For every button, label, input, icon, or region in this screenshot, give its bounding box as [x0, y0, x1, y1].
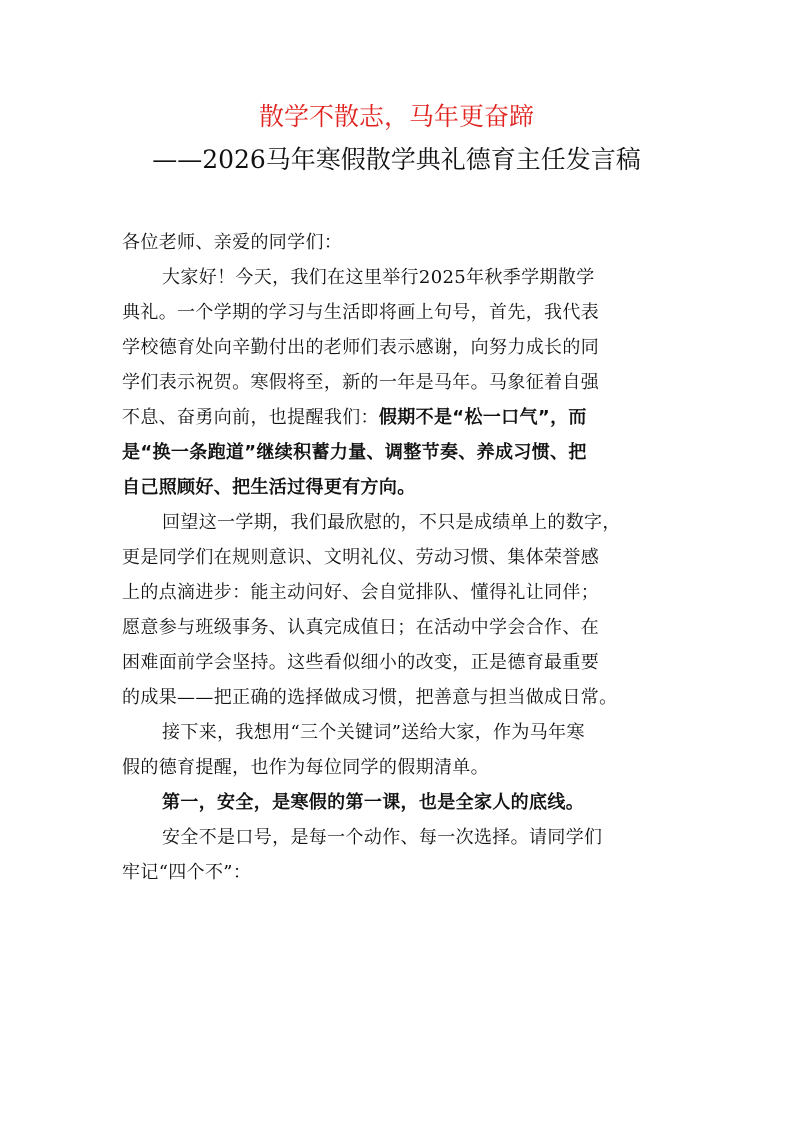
text-segment: 学校德育处向辛勤付出的老师们表示感谢，向努力成长的同 [122, 337, 600, 358]
document-subtitle: ——2026马年寒假散学典礼德育主任发言稿 [152, 145, 641, 174]
paragraph-line [122, 435, 677, 470]
text-segment: 各位老师、亲爱的同学们： [122, 232, 343, 253]
paragraph-line [122, 855, 677, 890]
paragraph-line [122, 610, 677, 645]
text-segment: 接下来，我想用“三个关键词”送给大家，作为马年寒 [162, 722, 585, 743]
text-segment: 安全不是口号，是每一个动作、每一次选择。请同学们 [162, 827, 603, 848]
bold-text-segment: 假期不是“松一口气”，而 [378, 407, 587, 428]
bold-text-segment: 是“换一条跑道”继续积蓄力量、调整节奏、养成习惯、把 [122, 442, 587, 463]
salutation-line [122, 225, 677, 260]
paragraph-line [122, 400, 677, 435]
paragraph-line [122, 715, 677, 750]
paragraph-line [122, 330, 677, 365]
text-segment: 愿意参与班级事务、认真完成值日；在活动中学会合作、在 [122, 617, 600, 638]
section-heading [122, 785, 677, 820]
paragraph-line [122, 470, 677, 505]
text-segment: 典礼。一个学期的学习与生活即将画上句号，首先，我代表 [122, 302, 600, 323]
paragraph-line [122, 295, 677, 330]
text-segment: 大家好！今天，我们在这里举行2025年秋季学期散学 [162, 267, 595, 288]
text-segment: 学们表示祝贺。寒假将至，新的一年是马年。马象征着自强 [122, 372, 600, 393]
paragraph-line [122, 505, 677, 540]
text-segment: 上的点滴进步：能主动问好、会自觉排队、懂得礼让同伴； [122, 582, 600, 603]
bold-text-segment: 自己照顾好、把生活过得更有方向。 [122, 477, 416, 498]
text-segment: 困难面前学会坚持。这些看似细小的改变，正是德育最重要 [122, 652, 600, 673]
text-segment: 的成果——把正确的选择做成习惯，把善意与担当做成日常。 [122, 687, 618, 708]
bold-text-segment: 第一，安全，是寒假的第一课，也是全家人的底线。 [162, 792, 585, 813]
paragraph-line [122, 575, 677, 610]
text-segment: 回望这一学期，我们最欣慰的，不只是成绩单上的数字， [162, 512, 621, 533]
text-segment: 更是同学们在规则意识、文明礼仪、劳动习惯、集体荣誉感 [122, 547, 600, 568]
text-segment: 不息、奋勇向前，也提醒我们： [122, 407, 379, 428]
paragraph-line [122, 365, 677, 400]
paragraph-line [122, 260, 677, 295]
paragraph-line [122, 820, 677, 855]
paragraph-line [122, 680, 677, 715]
document-title: 散学不散志，马年更奋蹄 [258, 102, 534, 131]
paragraph-line [122, 750, 677, 785]
text-segment: 假的德育提醒，也作为每位同学的假期清单。 [122, 757, 489, 778]
document-body [122, 225, 677, 890]
paragraph-line [122, 540, 677, 575]
text-segment: 牢记“四个不”： [122, 862, 252, 883]
paragraph-line [122, 645, 677, 680]
